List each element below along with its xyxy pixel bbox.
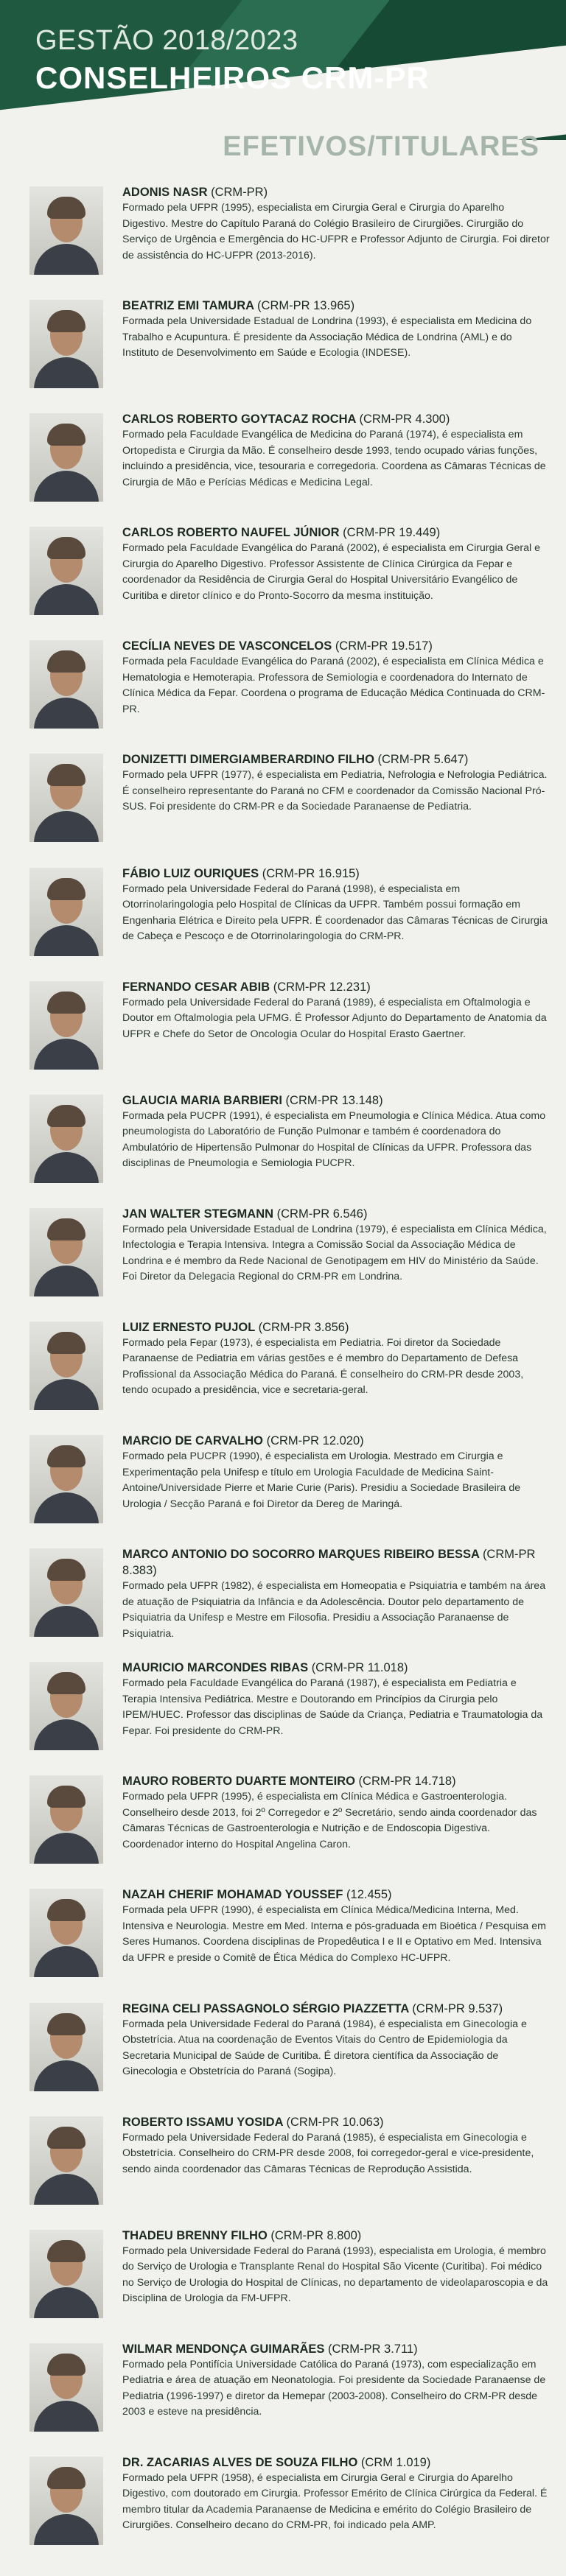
member-text — [122, 411, 550, 491]
member-bio: Formado pela Universidade Federal do Paraná (1993), especialista em Urologia, é membro do Serviço de Urologia e Transplante Renal do Hospital São Vicente (Curitiba). Foi médico no Serviço de Urologia do Hospital de Clínicas, no departamento de videolaparoscopia e da Disciplina de Urologia da FM-UFPR. — [122, 2245, 548, 2305]
member-entry — [0, 975, 566, 1088]
member-photo — [29, 2457, 103, 2545]
photo-hair — [47, 878, 85, 900]
photo-hair — [47, 2127, 85, 2149]
member-photo — [29, 1208, 103, 1296]
member-name: ADONIS NASR — [122, 186, 208, 199]
photo-body — [34, 1152, 99, 1183]
photo-body — [34, 2401, 99, 2432]
member-entry — [0, 1088, 566, 1201]
member-name: CARLOS ROBERTO NAUFEL JÚNIOR — [122, 526, 340, 540]
photo-body — [34, 357, 99, 388]
member-bio: Formado pela Universidade Federal do Paraná (1985), é especialista em Ginecologia e Obstetrícia. Conselheiro do CRM-PR desde 2008, foi corregedor-geral e vice-presidente, sendo ainda coordenador das Câmaras Técnicas de Reprodução Assistida. — [122, 2131, 534, 2175]
member-entry — [0, 2337, 566, 2450]
member-text — [122, 2341, 550, 2421]
photo-hair — [47, 650, 85, 673]
member-photo — [29, 2116, 103, 2205]
photo-body — [34, 1039, 99, 1070]
photo-hair — [47, 1218, 85, 1240]
photo-hair — [47, 1559, 85, 1581]
member-entry — [0, 2110, 566, 2223]
member-text — [122, 2454, 550, 2534]
member-photo — [29, 1775, 103, 1864]
member-name: BEATRIZ EMI TAMURA — [122, 299, 254, 313]
member-text — [122, 1887, 550, 1966]
photo-hair — [47, 2240, 85, 2262]
member-photo — [29, 981, 103, 1070]
member-crm: (CRM 1.019) — [360, 2455, 431, 2469]
member-photo — [29, 300, 103, 388]
member-photo — [29, 413, 103, 502]
member-text — [122, 638, 550, 717]
photo-hair — [47, 2013, 85, 2035]
member-name: ROBERTO ISSAMU YOSIDA — [122, 2115, 283, 2129]
member-text — [122, 1433, 550, 1512]
member-bio: Formada pela Faculdade Evangélica do Paraná (2002), é especialista em Clínica Médica e Hematologia e Hemoterapia. Professora de Semiologia e coordenadora do Internato de Clínica Médica da Fepar. Coordena o programa de Educação Médica Continuada do CRM-PR. — [122, 656, 545, 715]
member-bio: Formado pela UFPR (1958), é especialista em Cirurgia Geral e Cirurgia do Aparelho Digestivo, com doutorado em Cirurgia. Professor Emérito de Clínica Cirúrgica da Federal. É membro titular da Academia Paranaense de Medicina e emérito do Colégio Brasileiro de Cirurgiões. Conselheiro decano do CRM-PR, foi indicado pela AMP. — [122, 2471, 548, 2532]
member-text — [122, 1773, 550, 1853]
member-name-line — [122, 1887, 550, 1903]
member-bio: Formado pela UFPR (1977), é especialista em Pediatria, Nefrologia e Nefrologia Pediátrica. É conselheiro representante do Paraná no CFM e coordenador da Comissão Nacional Pró-SUS. Foi presidente do CRM-PR e da Sociedade Paranaense de Pediatria. — [122, 769, 548, 813]
member-text — [122, 2114, 550, 2178]
member-text — [122, 2001, 550, 2080]
member-text — [122, 524, 550, 604]
member-text — [122, 866, 550, 945]
member-entry — [0, 407, 566, 520]
member-name-line — [122, 184, 550, 200]
member-name: WILMAR MENDONÇA GUIMARÃES — [122, 2342, 325, 2356]
photo-hair — [47, 310, 85, 332]
member-bio: Formada pela Universidade Federal do Paraná (1984), é especialista em Ginecologia e Obstetrícia. Atua na coordenação de Eventos Vitais do Centro de Epidemiologia da Secretaria Municipal de Saúde de Curitiba. É diretora científica da Associação de Ginecologia e Obstetrícia do Paraná (Sogipa). — [122, 2018, 527, 2077]
member-text — [122, 2228, 550, 2307]
header-banner — [0, 0, 566, 140]
member-entry — [0, 180, 566, 293]
member-text — [122, 1206, 550, 1285]
member-name: DR. ZACARIAS ALVES DE SOUZA FILHO — [122, 2455, 358, 2469]
member-photo — [29, 640, 103, 729]
photo-body — [34, 1379, 99, 1410]
member-entry — [0, 1428, 566, 1542]
photo-body — [34, 1833, 99, 1864]
member-name: DONIZETTI DIMERGIAMBERARDINO FILHO — [122, 753, 374, 767]
member-photo — [29, 1095, 103, 1183]
photo-hair — [47, 1672, 85, 1694]
member-crm: (CRM-PR 11.018) — [311, 1661, 408, 1675]
photo-hair — [47, 1786, 85, 1808]
member-name: MARCIO DE CARVALHO — [122, 1434, 263, 1448]
photo-body — [34, 1719, 99, 1750]
member-text — [122, 184, 550, 264]
member-crm: (CRM-PR) — [211, 186, 268, 199]
member-photo — [29, 754, 103, 842]
member-crm: (12.455) — [346, 1888, 392, 1902]
member-name-line — [122, 638, 550, 654]
member-crm: (CRM-PR 19.517) — [335, 639, 433, 653]
member-crm: (CRM-PR 4.300) — [359, 413, 450, 427]
member-name-line — [122, 979, 550, 995]
member-name-line — [122, 1433, 550, 1449]
member-bio: Formado pela Faculdade Evangélica do Paraná (2002), é especialista em Cirurgia Geral e Cirurgia do Aparelho Digestivo. Professor Assistente de Clínica Cirúrgica da Fepar e coordenador da Residência de Cirurgia Geral do Hospital Universitário Evangélico de Curitiba e diretor clínico e do Pronto-Socorro da mesma instituição. — [122, 542, 541, 602]
member-photo — [29, 527, 103, 615]
section-heading: EFETIVOS/TITULARES — [223, 131, 539, 162]
member-entry — [0, 1201, 566, 1315]
photo-hair — [47, 537, 85, 559]
member-entry — [0, 1655, 566, 1769]
member-name: FERNANDO CESAR ABIB — [122, 980, 270, 994]
photo-body — [34, 1606, 99, 1637]
member-name: REGINA CELI PASSAGNOLO SÉRGIO PIAZZETTA — [122, 2001, 409, 2015]
member-crm: (CRM-PR 8.383) — [122, 1548, 536, 1578]
member-bio: Formado pela UFPR (1995), especialista em Cirurgia Geral e Cirurgia do Aparelho Digestivo. Mestre do Capítulo Paraná do Colégio Brasileiro de Cirurgiões. Cirurgião do Serviço de Urgência e Emergência do HC-UFPR e Professor Adjunto de Cirurgia. Foi diretor de assistência do HC-UFPR (2013-2016). — [122, 202, 550, 262]
member-crm: (CRM-PR 5.647) — [377, 753, 469, 767]
member-name: FÁBIO LUIZ OURIQUES — [122, 866, 259, 880]
member-entry — [0, 2223, 566, 2337]
photo-body — [34, 2060, 99, 2091]
member-text — [122, 751, 550, 815]
photo-hair — [47, 2354, 85, 2376]
member-name-line — [122, 2114, 550, 2130]
member-entry — [0, 1769, 566, 1882]
member-name-line — [122, 411, 550, 427]
photo-hair — [47, 424, 85, 446]
member-crm: (CRM-PR 19.449) — [343, 526, 441, 540]
member-name: MAURICIO MARCONDES RIBAS — [122, 1661, 309, 1675]
member-name-line — [122, 1319, 550, 1336]
member-bio: Formada pela Universidade Estadual de Londrina (1993), é especialista em Medicina do Trabalho e Acupuntura. É presidente da Associação Médica de Londrina (AML) e do Instituto de Desenvolvimento em Saúde e Ecologia (INDESE). — [122, 315, 532, 359]
member-text — [122, 979, 550, 1043]
page-title: CONSELHEIROS CRM-PR — [35, 60, 430, 95]
member-entry — [0, 2450, 566, 2563]
member-name: MARCO ANTONIO DO SOCORRO MARQUES RIBEIRO BESSA — [122, 1548, 480, 1562]
photo-hair — [47, 1445, 85, 1467]
member-entry — [0, 634, 566, 747]
member-entry — [0, 1542, 566, 1655]
member-name: CECÍLIA NEVES DE VASCONCELOS — [122, 639, 332, 653]
member-name-line — [122, 2454, 550, 2471]
photo-body — [34, 2174, 99, 2205]
member-name-line — [122, 524, 550, 541]
member-list — [0, 180, 566, 2563]
member-photo — [29, 2343, 103, 2432]
member-name-line — [122, 1206, 550, 1222]
member-name: JAN WALTER STEGMANN — [122, 1207, 274, 1221]
member-bio: Formado pela PUCPR (1990), é especialista em Urologia. Mestrado em Cirurgia e Experimentação pela Unifesp e título em Urologia Faculdade de Medicina Saint-Antoine/Universidade Pierre et Marie Curie (Paris). Presidiu a Sociedade Brasileira de Urologia / Secção Paraná e foi Diretor da Dereg de Maringá. — [122, 1450, 521, 1510]
member-photo — [29, 2230, 103, 2318]
member-bio: Formado pela Faculdade Evangélica de Medicina do Paraná (1974), é especialista em Ortopedista e Cirurgia da Mão. É conselheiro desde 1993, tendo ocupado várias funções, incluindo a presidência, vice, tesouraria e corregedoria. Coordena as Câmaras Técnicas de Cirurgia de Mão e Perícias Médicas e Medicina Legal. — [122, 429, 546, 488]
member-crm: (CRM-PR 12.231) — [273, 980, 371, 994]
member-bio: Formado pela Universidade Federal do Paraná (1989), é especialista em Oftalmologia e Doutor em Oftalmologia pela UFMG. É Professor Adjunto do Departamento de Anatomia da UFPR e Chefe do Setor de Oncologia Ocular do Hospital Erasto Gaertner. — [122, 996, 547, 1040]
photo-body — [34, 811, 99, 842]
member-bio: Formada pela PUCPR (1991), é especialista em Pneumologia e Clínica Médica. Atua como pneumologista do Laboratório de Função Pulmonar e também é coordenadora do Ambulatório de Hipertensão Pulmonar do Hospital de Clínicas da UFPR. Professora das disciplinas de Pneumologia e Semiologia PUCPR. — [122, 1109, 546, 1170]
photo-hair — [47, 1332, 85, 1354]
member-photo — [29, 1435, 103, 1523]
member-text — [122, 1092, 550, 1172]
member-photo — [29, 1889, 103, 1977]
photo-body — [34, 2287, 99, 2318]
photo-hair — [47, 992, 85, 1014]
member-photo — [29, 1322, 103, 1410]
member-text — [122, 1660, 550, 1739]
member-text — [122, 1319, 550, 1399]
member-name-line — [122, 298, 550, 314]
photo-body — [34, 1492, 99, 1523]
photo-hair — [47, 1899, 85, 1921]
member-bio: Formado pela Fepar (1973), é especialista em Pediatria. Foi diretor da Sociedade Paranaense de Pediatria em várias gestões e é membro do Departamento de Defesa Profissional da Associação Médica do Paraná. É conselheiro do CRM-PR desde 2003, tendo ocupado a presidência, vice e secretaria-geral. — [122, 1336, 524, 1397]
photo-hair — [47, 2467, 85, 2489]
photo-body — [34, 2514, 99, 2545]
member-crm: (CRM-PR 14.718) — [358, 1775, 456, 1789]
member-bio: Formado pela Faculdade Evangélica do Paraná (1987), é especialista em Pediatria e Terapia Intensiva Pediátrica. Mestre e Doutorando em Princípios da Cirurgia pelo IPEM/HUEC. Professor das disciplinas de Saúde da Criança, Pediatria e Traumatologia da Fepar. Foi presidente do CRM-PR. — [122, 1677, 543, 1737]
photo-body — [34, 1266, 99, 1296]
photo-body — [34, 698, 99, 729]
member-photo — [29, 186, 103, 275]
member-photo — [29, 1548, 103, 1637]
member-crm: (CRM-PR 13.965) — [257, 299, 355, 313]
member-entry — [0, 293, 566, 407]
member-name: THADEU BRENNY FILHO — [122, 2228, 268, 2242]
member-text — [122, 1546, 550, 1642]
member-bio: Formada pela UFPR (1990), é especialista em Clínica Médica/Medicina Interna, Med. Intensiva e Neurologia. Mestre em Med. Interna e pós-graduada em Bioética / Pesquisa em Seres Humanos. Coordena disciplinas de Propedêutica I e II e Optativo em Med. Intensiva da UFPR e preside o Comitê de Ética Médica do Complexo HC-UFPR. — [122, 1904, 546, 1964]
member-name-line — [122, 1546, 550, 1579]
member-name-line — [122, 1660, 550, 1676]
member-photo — [29, 2003, 103, 2091]
member-name-line — [122, 2228, 550, 2244]
member-name-line — [122, 1092, 550, 1109]
member-name: GLAUCIA MARIA BARBIERI — [122, 1093, 282, 1107]
member-crm: (CRM-PR 8.800) — [270, 2228, 362, 2242]
photo-hair — [47, 1105, 85, 1127]
member-entry — [0, 1996, 566, 2110]
member-bio: Formado pela UFPR (1982), é especialista em Homeopatia e Psiquiatria e também na área de atuação de Psiquiatria da Infância e da Adolescência. Doutor pelo departamento de Psiquiatria da Unifesp e Mestre em Filosofia. Presidiu a Associação Paranaense de Psiquiatria. — [122, 1580, 546, 1640]
member-bio: Formado pela Pontifícia Universidade Católica do Paraná (1973), com especialização em Pediatria e área de atuação em Neonatologia. Foi presidente da Sociedade Paranaense de Pediatria (1996-1997) e diretor da Hemepar (2003-2008). Conselheiro do CRM-PR desde 2003 e esteve na presidência. — [122, 2358, 546, 2418]
member-crm: (CRM-PR 16.915) — [262, 866, 360, 880]
member-entry — [0, 1315, 566, 1428]
member-name: NAZAH CHERIF MOHAMAD YOUSSEF — [122, 1888, 343, 1902]
member-crm: (CRM-PR 6.546) — [276, 1207, 368, 1221]
member-text — [122, 298, 550, 362]
member-entry — [0, 1882, 566, 1996]
member-crm: (CRM-PR 3.856) — [258, 1320, 349, 1334]
member-name-line — [122, 2001, 550, 2017]
member-entry — [0, 747, 566, 860]
member-photo — [29, 868, 103, 956]
member-entry — [0, 861, 566, 975]
photo-hair — [47, 197, 85, 219]
page-subtitle: GESTÃO 2018/2023 — [35, 25, 298, 56]
member-name-line — [122, 2341, 550, 2357]
photo-body — [34, 471, 99, 502]
member-name-line — [122, 1773, 550, 1789]
photo-body — [34, 925, 99, 956]
member-name: LUIZ ERNESTO PUJOL — [122, 1320, 256, 1334]
member-crm: (CRM-PR 12.020) — [266, 1434, 364, 1448]
member-photo — [29, 1662, 103, 1750]
member-crm: (CRM-PR 9.537) — [412, 2001, 503, 2015]
member-name-line — [122, 866, 550, 882]
member-name: MAURO ROBERTO DUARTE MONTEIRO — [122, 1775, 355, 1789]
photo-hair — [47, 764, 85, 786]
member-bio: Formado pela Universidade Federal do Paraná (1998), é especialista em Otorrinolaringologia pelo Hospital de Clínicas da UFPR. Também possui formação em Engenharia Elétrica e Direito pela UFPR. É coordenador das Câmaras Técnicas de Cirurgia de Cabeça e Pescoço e de Otorrinolaringologia do CRM-PR. — [122, 882, 548, 943]
photo-body — [34, 1946, 99, 1977]
member-bio: Formado pela Universidade Estadual de Londrina (1979), é especialista em Clínica Médica, Infectologia e Terapia Intensiva. Integra a Comissão Social da Associação Médica de Londrina e é membro da Rede Nacional de Genotipagem em HIV do Ministério da Saúde. Foi Diretor da Delegacia Regional do CRM-PR em Londrina. — [122, 1223, 547, 1283]
member-crm: (CRM-PR 10.063) — [286, 2115, 384, 2129]
photo-body — [34, 244, 99, 275]
member-crm: (CRM-PR 13.148) — [285, 1093, 383, 1107]
member-crm: (CRM-PR 3.711) — [327, 2342, 418, 2356]
photo-body — [34, 584, 99, 615]
member-entry — [0, 520, 566, 634]
member-bio: Formado pela UFPR (1995), é especialista em Clínica Médica e Gastroenterologia. Conselheiro desde 2013, foi 2º Corregedor e 2º Secretário, sendo ainda coordenador das Câmaras Técnicas de Gastroenterologia e Nutrição e de Endoscopia Digestiva. Coordenador interno do Hospital Angelina Caron. — [122, 1791, 537, 1850]
member-name-line — [122, 751, 550, 768]
member-name: CARLOS ROBERTO GOYTACAZ ROCHA — [122, 413, 356, 427]
